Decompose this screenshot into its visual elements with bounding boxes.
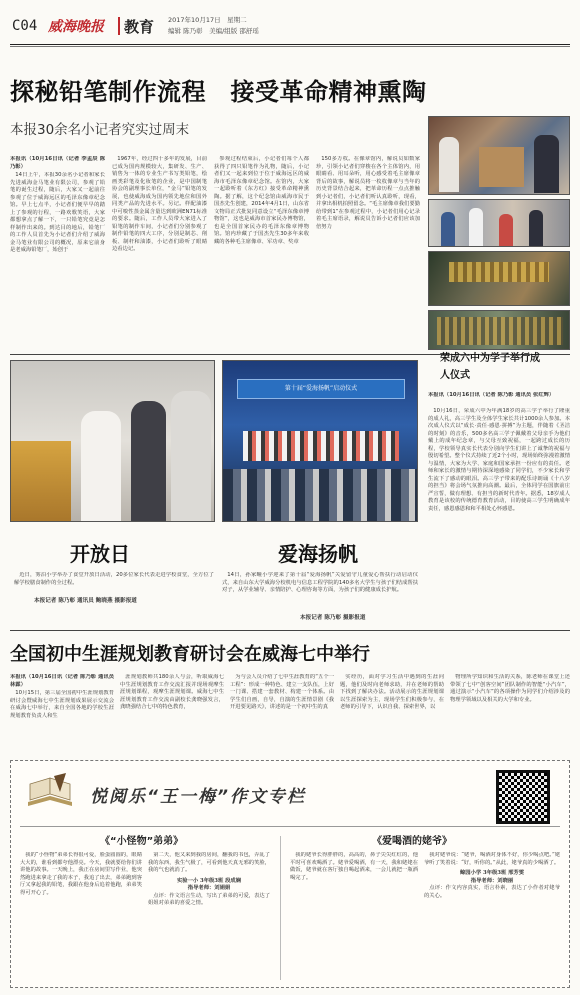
person-shape (469, 208, 483, 247)
person-shape (439, 137, 459, 192)
essay-left-title: 《“小怪物”弟弟》 (100, 836, 184, 847)
essay-divider (280, 836, 281, 980)
page-number: C04 (12, 18, 38, 34)
column-banner: 悦阅乐“王一梅”作文专栏 (90, 787, 306, 807)
main-byline: 本报讯（10月16日讯（记者 李孟辰 陈乃彰） (10, 156, 105, 170)
conference-col-4-text: 实经历，面对学习生活中遇到的生涯问题，他们及时向老师求助，并在老师的帮助下找到了解决办法。活动展示的生涯规划课以生涯探索为主，现场学生们积极参与，在老师的引导下，认识自我、探索世界，以 (340, 674, 444, 710)
essay-right-comment: 点评：作文内容真实，语言朴素，表达了小作者对姥爷的关心。 (424, 885, 560, 899)
essay-right-body-2: 我对姥爷说：“姥爷，喝酒对身体不好，你少喝点吧。”姥爷听了笑着说：“好，听你的。”从此，姥爷真的少喝酒了。 (424, 852, 560, 866)
patriot-body-text: 14日，孙家疃小学迎来了第十届“爱海扬帆”关爱留守儿童爱心帮扶行动启动仪式，来自山东大学威海分校机电与信息工程学院的140多名大学生与孩子们结成帮扶对子，从学业辅导、亲情陪护、心理咨询等方面，为孩子们的健康成长护航。 (222, 572, 418, 593)
essay-right-title: 《爱喝酒的姥爷》 (372, 836, 452, 847)
conference-col-3 (230, 674, 334, 754)
main-col-1-text: 14日上午，本报30余名小记者和家长先进威海金马笔业有限公司，参观了铅笔的诞生过程，随后，大家又一起前往参观了位于威海远区的毛泽东像章纪念馆。早上七点半，小记者们便早早的踏上了参观的行程，一路欢歌笑语，大家都想拿点了解一下，一只铅笔究竟是怎样制作出来的。到达目的地后，铅笔厂的工作人员首先为小记者们介绍了威海金马笔业有限公司的概况，原来它前身是老威海铅笔厂，始创于 (10, 172, 105, 253)
photo-badge-museum (428, 251, 570, 306)
adult-body (428, 408, 570, 624)
essay-left-teacher: 指导老师：刘娟娟 (187, 885, 231, 891)
essay-left-col-1 (20, 852, 142, 982)
conference-byline: 本报讯（10月16日讯（记者 陈乃彰 通讯员 林霖） (10, 674, 114, 688)
ceremony-banner (237, 379, 405, 399)
conference-col-5 (450, 674, 570, 754)
essay-left-col-2 (148, 852, 270, 982)
main-col-3-text: 参观过程结束后，小记者们每个人都获得了四只铅笔作为礼物，随后，小记者们又一起来到位于位于威海远区的威海市毛泽东像章纪念馆。在馆内，大家一起聆听着《东方红》接受革命精神熏陶。据了解，这个纪念馆由威海市民于国杰先生创建，2014年4月1日，山东省文物局正式批复同意设立“毛泽东像章博物馆”，这也是威海市首家民办博物馆，也是全国首家民办的毛泽东像章博物馆。馆内珍藏了于国杰先生30多年来收藏的各种毛主席像章、军功章、奖章 (214, 156, 309, 245)
essay-right-school: 鲸园小学 3年级3班 邢芳雯 (459, 870, 525, 876)
header-rule (10, 44, 570, 45)
person-shape (529, 210, 543, 247)
openday-body (14, 572, 214, 594)
main-headline: 探秘铅笔制作流程 接受革命精神熏陶 (10, 78, 427, 106)
adult-title: 荣成六中为学子举行成人仪式 (440, 353, 540, 381)
person-shape (171, 391, 211, 522)
divider-icon (118, 17, 120, 35)
book-icon (24, 772, 76, 812)
openday-credit: 本报记者 陈乃彰 通讯员 鲍晓燕 摄影报道 (34, 598, 137, 604)
conference-col-1 (10, 690, 114, 754)
person-shape (534, 135, 559, 193)
paper-logo: 威海晚报 (48, 19, 104, 35)
essay-right-col-1 (290, 852, 418, 982)
photo-open-day (10, 360, 215, 522)
audience (223, 469, 418, 522)
conference-col-1-text: 10月15日，第三届全国初中生涯规划教育研讨会暨威海七中生涯规划成果展示交流会在威海七中举行，来自全国各地的学校生涯规划教育负责人和生 (10, 690, 114, 719)
conference-col-3-text: 为与会人员介绍了七中生涯教育的“五个一工程”：形成一种特色、建立一支队伍，上好一门课、搭建一套教材、构建一个体系。由学生们自画，自导，自演的生涯情景剧《我开进要见路天》，讲述的是一个初中生的真 (230, 674, 334, 710)
person-shape (441, 212, 455, 247)
main-col-2 (112, 156, 207, 350)
person-shape (499, 214, 513, 247)
adult-byline: 本报讯（10月16日讯（记者 陈乃彰 通讯员 张红辉） (428, 392, 555, 398)
editor-credit: 编辑 陈乃彰 美编/组版 邵舒瑶 (168, 27, 259, 35)
main-col-4-text: 150多万枚。在像章馆内，解说员如数家珍，引领小记者们穿梭在各个主体馆内，用眼睛看、用耳朵听，用心感受着毛主席像章背后的故事，解说员将一枚枚像章与当年的历史背景结合起来，把革命历程一点点推触到小记者们，小记者们听认真聆听，现看，并拿出相机拍照留念。“毛主席像章我们要勤给带到1”在参观过程中，小记者们用心记录着毛主席语录，解说员告诉小记者们应该加倍努力 (316, 156, 420, 230)
main-col-4 (316, 156, 420, 350)
photo-badge-cases (428, 310, 570, 350)
main-col-2-text: 1967年，经过四十多年的发展，目前已成为国内规模较大，集研发、生产、销售为一体的专业生产书写类铅笔，绘画类彩笔及化妆笔的企业，是中国制笔协会的副理事长单位，“金马”铅笔的发展，也使威海成为国内领先地位和国外同类产品的先进水平。另记。样配油漆中可嗅性蒸金属含量达到欧洲EN71标准的要求。随后，工作人员带大家进入了铅笔的制作车间，小记者们分别参观了制作铅笔的四大工序，分别是制芯、削板、制杆和油漆，小记者们聆听了眼睛边看边记。 (112, 156, 207, 252)
column-rule (20, 826, 560, 827)
essay-left-body-1: 我的“小怪物”弟弟长得很可爱，脸蛋圆圆的，眼睛大大的，谁看到都夸他漂亮。今天，我就要给你们讲讲他的故事。一天晚上，我正在房间里写作业，他突然跑进来拿走了我的本子，我追了出去，弟弟跑到客厅又拿起我的铅笔，我跟在他身后追着他跑，弟弟笑得可开心了。 (20, 852, 142, 896)
oil-bottles (11, 441, 71, 522)
header-rule-thin (10, 46, 570, 47)
performers-row (243, 431, 399, 461)
page-header (10, 10, 570, 42)
essay-right-teacher: 指导老师：刘晓丽 (470, 877, 514, 884)
conference-col-5-text: 物理所学知识和生活的关系，陈老师在课堂上还带领了七中“创客空间”团队制作的智能“小汽车”，通过演示“小汽车”的各项操作为同学们介绍涉及的物理学领域以及相关的大学和专业。 (450, 674, 570, 703)
conference-headline: 全国初中生涯规划教育研讨会在威海七中举行 (10, 644, 370, 665)
patriot-title: 爱海扬帆 (278, 542, 358, 566)
patriot-credit: 本报记者 陈乃彰 摄影报道 (300, 615, 366, 621)
essay-left-school: 实验一小 3年级3班 段成娴 (176, 877, 242, 884)
essay-right-body-1: 我的姥爷长得胖胖的，高高的，鼻子尖尖红红的，他平时可喜欢喝酒了。姥爷爱喝酒，有一天，我和姥姥在做饭，姥爷就在客厅独自喝起酒来，一会儿就把一瓶酒喝完了。 (290, 852, 418, 881)
conference-col-2 (120, 674, 224, 754)
photo-ceremony (222, 360, 418, 522)
photo-kids-listening (428, 199, 570, 247)
openday-title: 开放日 (70, 542, 130, 566)
conference-col-4 (340, 674, 444, 754)
ceremony-banner-text: 第十届“爱海扬帆”启动仪式 (284, 385, 358, 392)
main-col-1 (10, 172, 105, 350)
main-subhead: 本报30余名小记者究实过周末 (10, 122, 190, 138)
patriot-body (222, 572, 418, 608)
openday-body-text: 近日，雾泊小学举办了食堂开放日活动，20多位家长代表走进学校食堂，全方位了解学校膳食制作的全过程。 (14, 572, 214, 586)
issue-date: 2017年10月17日 星期二 (168, 16, 247, 24)
badge-display (437, 317, 563, 345)
section-divider (10, 630, 570, 631)
essay-left-body-2: 第二天，他又来到我的房间，翻我的书包，弄乱了我的东西，我生气极了，可看到他天真无邪的笑脸，我的气也就消了。 (148, 852, 270, 873)
shelf-shape (479, 147, 524, 187)
person-shape (131, 401, 166, 522)
qr-code (496, 770, 550, 824)
essay-left-comment: 点评：作文语言生动，写出了弟弟的可爱，表达了姐姐对弟弟的喜爱之情。 (148, 892, 270, 906)
badge-display (449, 262, 549, 282)
essay-right-col-2 (424, 852, 560, 982)
main-col-3 (214, 156, 309, 350)
section-title: 教育 (124, 18, 155, 36)
conference-col-2-text: 涯规划教师共180余人与会，听取威海七中生涯规划教育工作交流汇报并现场观摩生涯规划课程，观摩生涯规划课。威海七中生涯规划教育工作交流由副校长龚晓强发言，龚晓强结合七中的特色教育， (120, 674, 224, 710)
photo-pencil-factory (428, 116, 570, 195)
adult-body-text: 10月16日，荣成六中为年满18岁的高三学子举行了隆重的成人礼，高三学生及全体学生家长共计1000余人参加。本次成人仪式以“成长·责任·感恩·拼搏”为主题，伴随着《圣洁的时刻》的音乐，500多名高三学子佩戴着父母亲手为他们戴上的成年纪念章，与父母互致祝福，一起跨过成长的历程，学校领导真实长代表分别向学生们讲上了诚挚的祝福与殷切希望。整个仪式持续了近2个小时，现场始终弥漫着激情与温情，大家为大学、家庭和国家承担一份应有的责任。老师和家长的激情与期待深深地感染了同学们，不少家长和学生流下了感动的眼泪。高三学子带来的配乐诗朗诵《十八岁的担当》将会场气氛推向高潮。最后，全体同学在国旗前庄严宣誓，做有理想、有担当的新时代青年。据悉，18岁成人教育是该校的传统德育教育活动，目的使高三学生明确成年责任，感恩感恩和和平相处心怀感恩。 (428, 408, 570, 512)
person-shape (81, 411, 121, 522)
